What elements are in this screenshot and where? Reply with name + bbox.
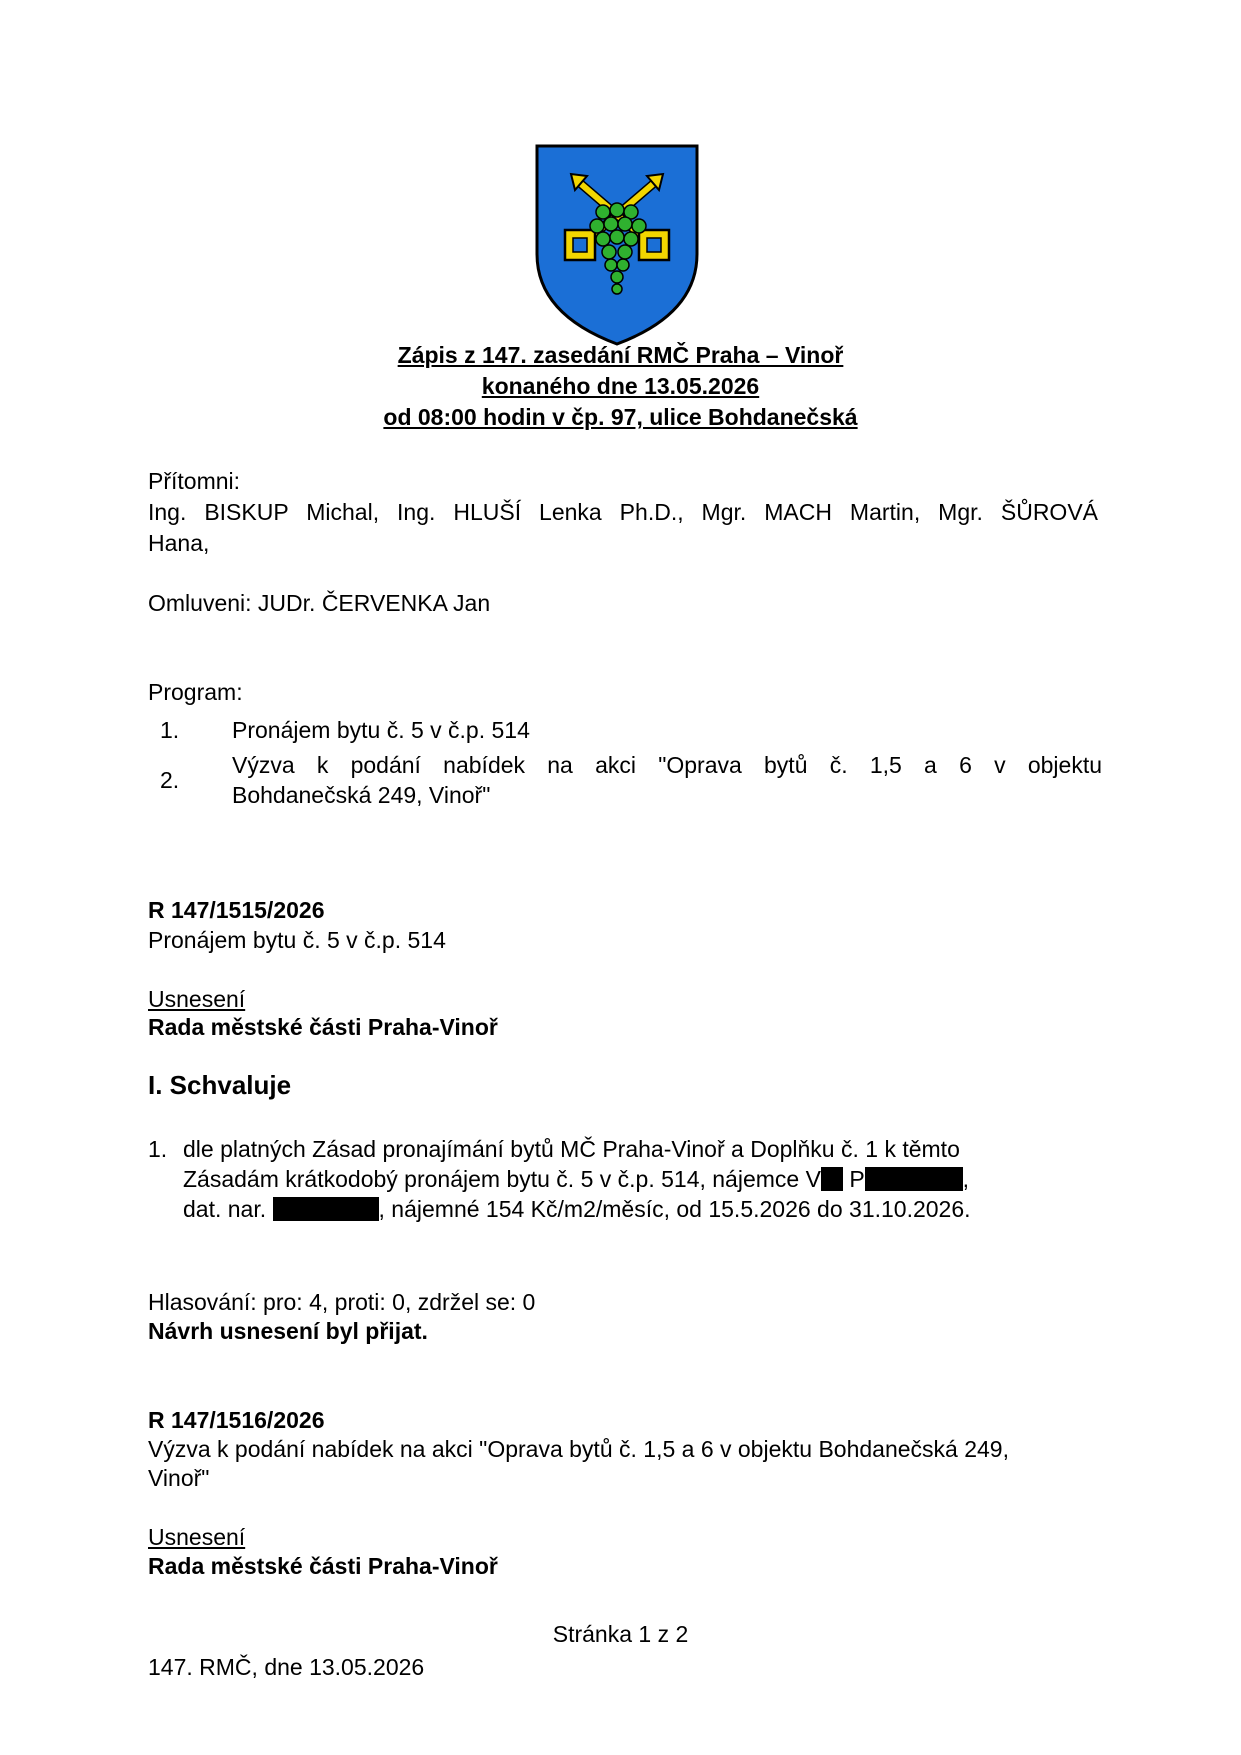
resolution-1-label: Usnesení xyxy=(148,986,246,1012)
resolution-2-subject-line-1: Výzva k podání nabídek na akci "Oprava bytů č. 1,5 a 6 v objektu Bohdanečská 249, xyxy=(148,1436,1009,1462)
present-list-line-2: Hana, xyxy=(148,530,210,556)
title-line-2: konaného dne 13.05.2026 xyxy=(481,373,760,399)
program-item-1-text: Pronájem bytu č. 5 v č.p. 514 xyxy=(232,717,530,743)
document-title xyxy=(0,340,1241,433)
resolution-1-body: Rada městské části Praha-Vinoř xyxy=(148,1014,498,1040)
item-line-3-text-a: dat. nar. xyxy=(183,1196,273,1222)
page-number: Stránka 1 z 2 xyxy=(552,1621,689,1647)
resolution-1-id: R 147/1515/2026 xyxy=(148,897,325,923)
title-line-3: od 08:00 hodin v čp. 97, ulice Bohdanečská xyxy=(383,404,858,430)
program-label: Program: xyxy=(148,679,243,705)
resolution-1-result: Návrh usnesení byl přijat. xyxy=(148,1318,428,1344)
resolution-2-label: Usnesení xyxy=(148,1524,246,1550)
program-item-2-line-1: Výzva k podání nabídek na akci "Oprava bytů č. 1,5 a 6 v objektu xyxy=(232,752,1102,778)
resolution-1-item-line-2 xyxy=(183,1164,1083,1194)
resolution-1-heading: I. Schvaluje xyxy=(148,1070,292,1100)
title-line-1: Zápis z 147. zasedání RMČ Praha – Vinoř xyxy=(397,342,844,368)
redaction-box xyxy=(865,1167,963,1191)
item-line-3-text-b: , nájemné 154 Kč/m2/měsíc, od 15.5.2026 do 31.10.2026. xyxy=(378,1196,971,1222)
item-line-2-text-a: Zásadám krátkodobý pronájem bytu č. 5 v č.p. 514, nájemce V xyxy=(183,1166,821,1192)
resolution-2-body: Rada městské části Praha-Vinoř xyxy=(148,1553,498,1579)
redaction-box xyxy=(821,1167,843,1191)
present-label: Přítomni: xyxy=(148,468,241,494)
present-list-line-1: Ing. BISKUP Michal, Ing. HLUŠÍ Lenka Ph.D., Mgr. MACH Martin, Mgr. ŠŮROVÁ xyxy=(148,499,1098,525)
item-line-2-text-b: P xyxy=(842,1166,865,1192)
excused-list: Omluveni: JUDr. ČERVENKA Jan xyxy=(148,590,491,616)
program-item-1-number: 1. xyxy=(160,717,180,743)
resolution-1-subject: Pronájem bytu č. 5 v č.p. 514 xyxy=(148,927,446,953)
redaction-box xyxy=(273,1197,379,1221)
item-line-2-text-c: , xyxy=(962,1166,970,1192)
resolution-1-item-line-1: dle platných Zásad pronajímání bytů MČ Praha-Vinoř a Doplňku č. 1 k těmto xyxy=(183,1136,960,1162)
resolution-2-subject-line-2: Vinoř" xyxy=(148,1465,210,1491)
resolution-2-id: R 147/1516/2026 xyxy=(148,1407,325,1433)
resolution-1-item-number: 1. xyxy=(148,1136,168,1162)
program-item-2-line-2: Bohdanečská 249, Vinoř" xyxy=(232,782,491,808)
resolution-1-item-line-3 xyxy=(183,1194,1083,1224)
program-item-2-number: 2. xyxy=(160,767,180,793)
footer-meeting-date: 147. RMČ, dne 13.05.2026 xyxy=(148,1654,425,1680)
resolution-1-vote: Hlasování: pro: 4, proti: 0, zdržel se: 0 xyxy=(148,1289,536,1315)
coat-of-arms-emblem xyxy=(535,144,699,346)
